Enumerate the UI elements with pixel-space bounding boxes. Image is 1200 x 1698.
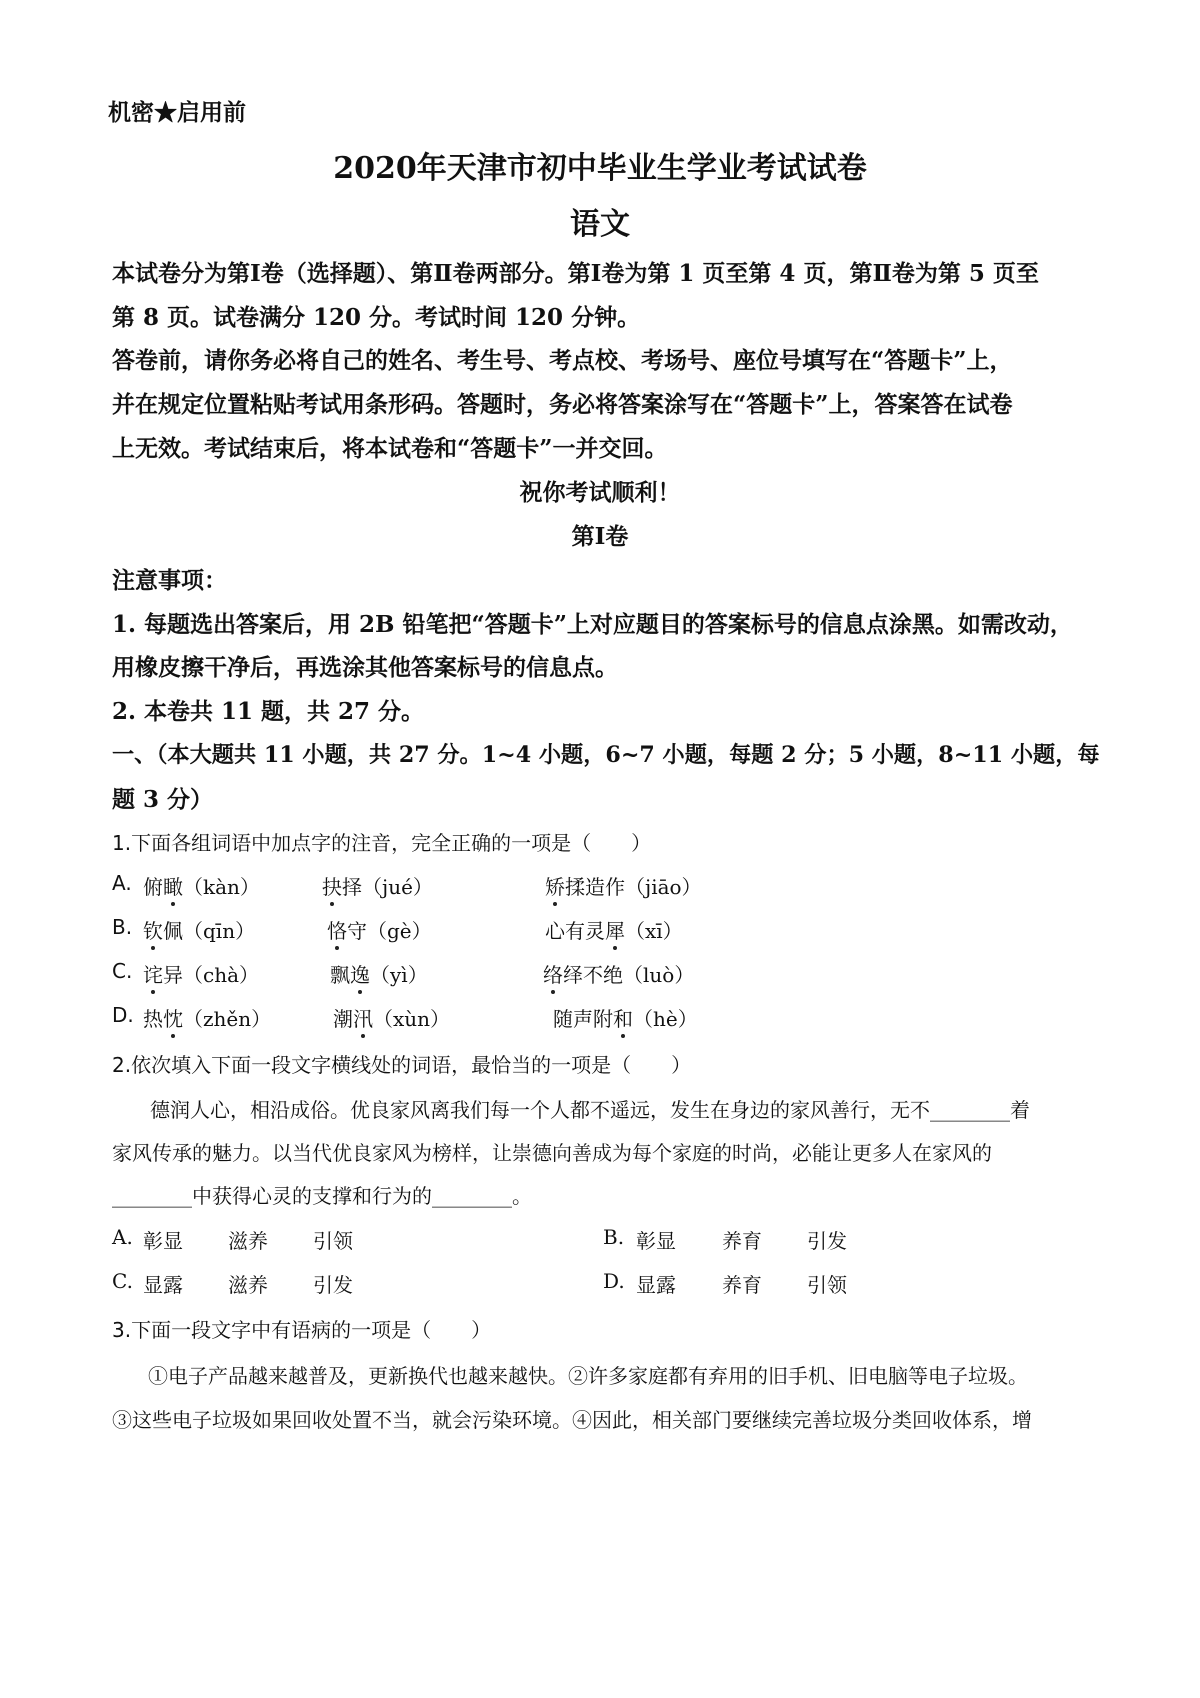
- option-item: 络绎不绝（luò）: [543, 963, 695, 987]
- notes-line: 用橡皮擦干净后，再选涂其他答案标号的信息点。: [112, 654, 618, 681]
- option-word: 彰显: [636, 1229, 676, 1253]
- question-3-passage-line: ③这些电子垃圾如果回收处置不当，就会污染环境。④因此，相关部门要继续完善垃圾分类回收体系，增: [112, 1408, 1032, 1432]
- option-item: 潮汛（xùn）: [333, 1007, 451, 1031]
- intro-line: 并在规定位置粘贴考试用条形码。答题时，务必将答案涂写在“答题卡”上，答案答在试卷: [112, 391, 1013, 418]
- option-word: 彰显: [143, 1229, 183, 1253]
- option-label: C.: [112, 959, 133, 983]
- option-item: 热忱（zhěn）: [143, 1007, 272, 1031]
- question-1-stem: 1.下面各组词语中加点字的注音，完全正确的一项是（ ）: [112, 831, 652, 855]
- option-label: B.: [603, 1225, 625, 1249]
- option-item: 钦佩（qīn）: [143, 919, 256, 943]
- option-word: 养育: [722, 1273, 762, 1297]
- question-2-passage-line: 家风传承的魅力。以当代优良家风为榜样，让崇德向善成为每个家庭的时尚，必能让更多人在家风的: [112, 1141, 992, 1165]
- option-item: 俯瞰（kàn）: [143, 875, 260, 899]
- option-item: 随声附和（hè）: [553, 1007, 698, 1031]
- notes-line: 1. 每题选出答案后，用 2B 铅笔把“答题卡”上对应题目的答案标号的信息点涂黑。如需改动，: [112, 611, 1073, 638]
- confidential-label: 机密★启用前: [108, 99, 246, 126]
- intro-line: 答卷前，请你务必将自己的姓名、考生号、考点校、考场号、座位号填写在“答题卡”上，: [112, 347, 1013, 374]
- option-label: D.: [112, 1003, 134, 1027]
- option-item: 矫揉造作（jiāo）: [545, 875, 702, 899]
- option-item: 恪守（gè）: [327, 919, 432, 943]
- question-3-stem: 3.下面一段文字中有语病的一项是（ ）: [112, 1318, 492, 1342]
- question-2-stem: 2.依次填入下面一段文字横线处的词语，最恰当的一项是（ ）: [112, 1053, 692, 1077]
- subject-title: 语文: [570, 207, 630, 242]
- option-item: 抉择（jué）: [322, 875, 433, 899]
- option-label: D.: [603, 1269, 625, 1293]
- option-label: A.: [112, 871, 132, 895]
- option-word: 滋养: [228, 1229, 268, 1253]
- question-2-passage-line: 德润人心，相沿成俗。优良家风离我们每一个人都不遥远，发生在身边的家风善行，无不________着: [150, 1098, 1030, 1122]
- volume-title: 第Ⅰ卷: [571, 523, 629, 550]
- option-item: 心有灵犀（xī）: [545, 919, 683, 943]
- notes-line: 2. 本卷共 11 题，共 27 分。: [112, 698, 425, 725]
- option-word: 引发: [313, 1273, 353, 1297]
- exam-title: 2020年天津市初中毕业生学业考试试卷: [333, 151, 867, 186]
- intro-line: 第 8 页。试卷满分 120 分。考试时间 120 分钟。: [112, 304, 641, 331]
- option-word: 养育: [722, 1229, 762, 1253]
- option-word: 引领: [313, 1229, 353, 1253]
- option-item: 诧异（chà）: [143, 963, 260, 987]
- option-word: 显露: [143, 1273, 183, 1297]
- intro-line: 本试卷分为第Ⅰ卷（选择题）、第Ⅱ卷两部分。第Ⅰ卷为第 1 页至第 4 页，第Ⅱ卷为第 5 页至: [112, 260, 1039, 287]
- section-heading: 题 3 分）: [112, 786, 214, 813]
- question-3-passage-line: ①电子产品越来越普及，更新换代也越来越快。②许多家庭都有弃用的旧手机、旧电脑等电子垃圾。: [148, 1364, 1028, 1388]
- option-label: A.: [112, 1225, 133, 1249]
- question-2-passage-line: ________中获得心灵的支撑和行为的________。: [112, 1184, 532, 1208]
- option-word: 引领: [807, 1273, 847, 1297]
- intro-line: 上无效。考试结束后，将本试卷和“答题卡”一并交回。: [112, 435, 668, 462]
- section-heading: 一、（本大题共 11 小题，共 27 分。1~4 小题，6~7 小题，每题 2 分；5 小题，8~11 小题，每: [112, 742, 1100, 768]
- option-word: 引发: [807, 1229, 847, 1253]
- option-word: 显露: [636, 1273, 676, 1297]
- option-item: 飘逸（yì）: [330, 963, 428, 987]
- option-label: C.: [112, 1269, 133, 1293]
- good-luck-text: 祝你考试顺利！: [519, 479, 681, 506]
- notes-title: 注意事项：: [112, 567, 227, 594]
- option-label: B.: [112, 915, 133, 939]
- option-word: 滋养: [228, 1273, 268, 1297]
